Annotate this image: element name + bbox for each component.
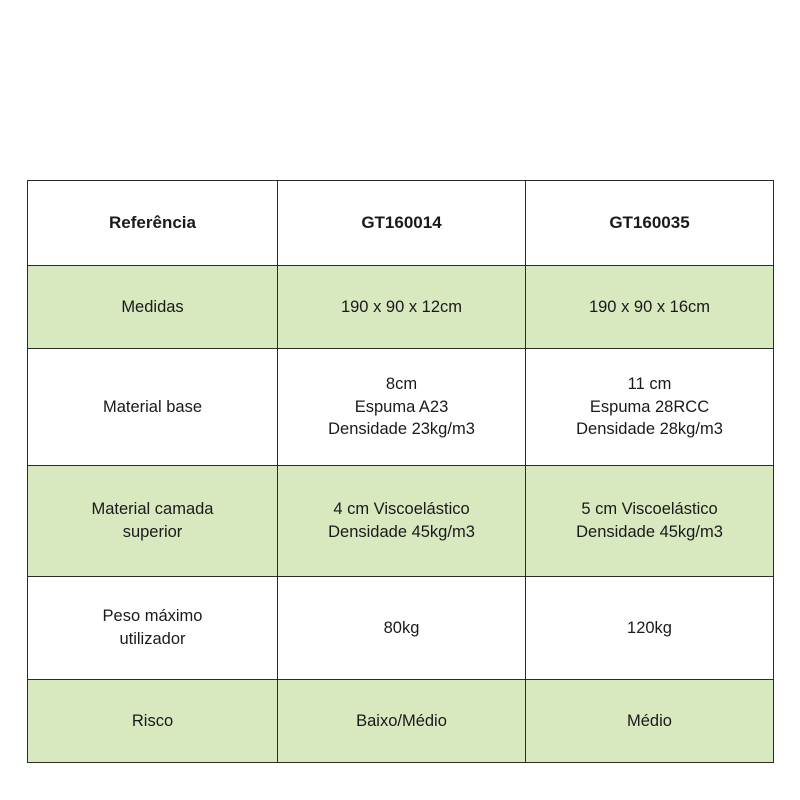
cell-text: 120kg bbox=[627, 618, 672, 637]
table-row bbox=[28, 577, 774, 680]
cell-text: 5 cm Viscoelástico bbox=[581, 500, 718, 519]
cell-material-camada-superior-a bbox=[278, 466, 526, 577]
cell-risco-a bbox=[278, 680, 526, 763]
cell-text: 190 x 90 x 12cm bbox=[340, 297, 463, 316]
cell-text: Densidade 45kg/m3 bbox=[576, 523, 723, 541]
table-header-row bbox=[28, 181, 774, 266]
cell-text: Material camada bbox=[91, 500, 214, 519]
cell-text: Espuma A23 bbox=[354, 397, 449, 416]
spec-table-container bbox=[27, 180, 773, 763]
cell-text: Baixo/Médio bbox=[356, 711, 447, 730]
cell-peso-maximo-a bbox=[278, 577, 526, 680]
row-label-peso-maximo-utilizador bbox=[28, 577, 278, 680]
row-label-risco: Risco bbox=[28, 680, 278, 763]
cell-material-base-a bbox=[278, 349, 526, 466]
row-label-material-base: Material base bbox=[28, 349, 278, 466]
cell-text: 190 x 90 x 16cm bbox=[588, 297, 711, 316]
cell-medidas-b bbox=[526, 266, 774, 349]
table-row bbox=[28, 266, 774, 349]
cell-text: Espuma 28RCC bbox=[589, 397, 710, 416]
header-cell-product-a: GT160014 bbox=[278, 181, 526, 266]
row-label-material-camada-superior bbox=[28, 466, 278, 577]
cell-text: 8cm bbox=[385, 374, 418, 393]
cell-text: 11 cm bbox=[627, 374, 672, 393]
cell-text: 4 cm Viscoelástico bbox=[333, 500, 470, 519]
cell-text: utilizador bbox=[119, 630, 186, 648]
table-row bbox=[28, 466, 774, 577]
cell-risco-b bbox=[526, 680, 774, 763]
cell-text: Densidade 28kg/m3 bbox=[576, 420, 723, 439]
cell-text: superior bbox=[122, 523, 183, 541]
cell-medidas-a bbox=[278, 266, 526, 349]
cell-material-camada-superior-b bbox=[526, 466, 774, 577]
header-cell-reference: Referência bbox=[28, 181, 278, 266]
row-label-medidas: Medidas bbox=[28, 266, 278, 349]
header-cell-product-b: GT160035 bbox=[526, 181, 774, 266]
cell-text: Médio bbox=[627, 711, 672, 730]
cell-text: 80kg bbox=[383, 618, 420, 637]
table-row bbox=[28, 680, 774, 763]
product-spec-table bbox=[27, 180, 774, 763]
cell-peso-maximo-b bbox=[526, 577, 774, 680]
cell-text: Peso máximo bbox=[102, 607, 203, 626]
cell-text: Densidade 45kg/m3 bbox=[328, 523, 475, 541]
table-row bbox=[28, 349, 774, 466]
cell-material-base-b bbox=[526, 349, 774, 466]
cell-text: Densidade 23kg/m3 bbox=[328, 420, 475, 439]
